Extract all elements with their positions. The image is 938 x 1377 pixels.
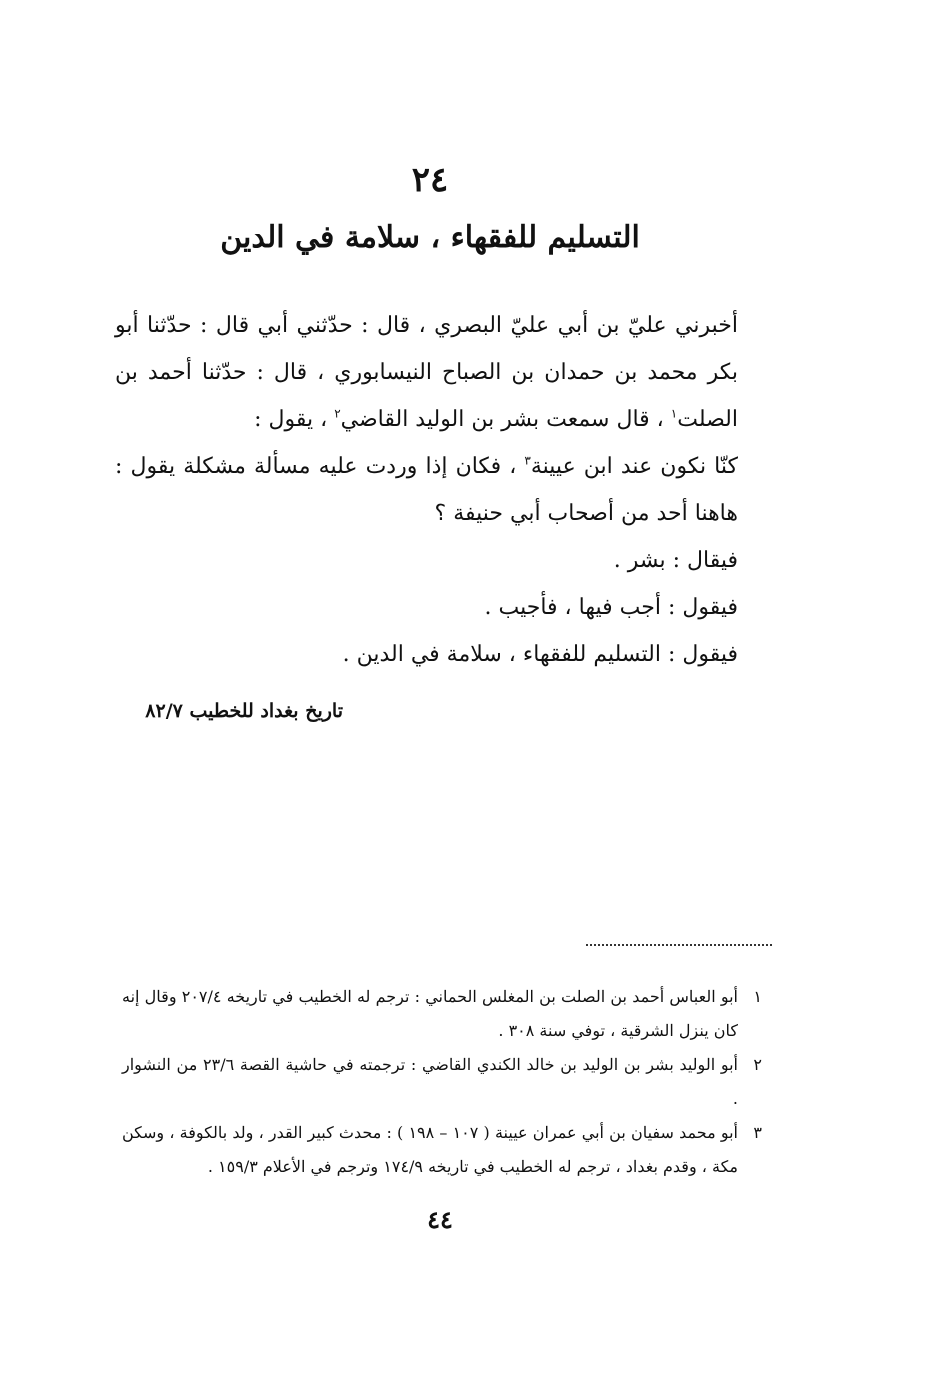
footnote-item — [122, 1048, 762, 1116]
footnote-text: أبو العباس أحمد بن الصلت بن المغلس الحماني : ترجم له الخطيب في تاريخه ٢٠٧/٤ وقال إنه كان ينزل الشرقية ، توفي سنة ٣٠٨ . — [122, 987, 738, 1040]
footnote-ref-2: ٢ — [334, 406, 341, 421]
footnote-ref-3: ٣ — [524, 453, 531, 468]
source-citation: تاريخ بغداد للخطيب ٨٢/٧ — [145, 700, 343, 722]
footnote-ref-1: ١ — [670, 406, 678, 421]
narration-text-1: كنّا نكون عند ابن عيينة — [530, 454, 738, 479]
isnad-text-3: ، يقول : — [254, 407, 335, 432]
story-number: ٢٤ — [411, 160, 449, 200]
footnotes — [122, 980, 762, 1184]
footnote-item — [122, 980, 762, 1048]
dialogue-line-3: فيقول : التسليم للفقهاء ، سلامة في الدين . — [342, 642, 738, 667]
narration-text-2: ، فكان إذا وردت عليه مسألة مشكلة يقول : هاهنا أحد من أصحاب أبي حنيفة ؟ — [115, 454, 738, 526]
dialogue-line-1: فيقال : بشر . — [613, 548, 738, 573]
dialogue-line-2: فيقول : أجب فيها ، فأجيب . — [484, 595, 738, 620]
isnad-text-1: أخبرني عليّ بن أبي عليّ البصري ، قال : حدّثني أبي قال : حدّثنا أبو بكر محمد بن حمدان بن الصباح النيسابوري ، قال : حدّثنا أحمد بن الصلت — [115, 313, 738, 432]
footnote-text: أبو محمد سفيان بن أبي عمران عيينة ( ١٠٧ – ١٩٨ ) : محدث كبير القدر ، ولد بالكوفة ، وسكن مكة ، وقدم بغداد ، ترجم له الخطيب في تاريخه ١٧٤/٩ وترجم في الأعلام ١٥٩/٣ . — [122, 1123, 738, 1176]
isnad-paragraph — [115, 302, 770, 443]
footnote-number: ١ — [753, 987, 762, 1006]
footnote-text: أبو الوليد بشر بن الوليد بن خالد الكندي القاضي : ترجمته في حاشية القصة ٢٣/٦ من النشوار . — [122, 1055, 739, 1108]
narration-paragraph — [115, 443, 770, 537]
isnad-text-2: ، قال سمعت بشر بن الوليد القاضي — [340, 407, 671, 432]
footnote-separator — [586, 944, 772, 946]
story-title: التسليم للفقهاء ، سلامة في الدين — [220, 220, 640, 255]
footnote-number: ٣ — [753, 1123, 762, 1142]
footnote-item — [122, 1116, 762, 1184]
footnote-number: ٢ — [753, 1055, 762, 1074]
story-body — [115, 302, 770, 678]
page-number: ٤٤ — [427, 1205, 453, 1234]
